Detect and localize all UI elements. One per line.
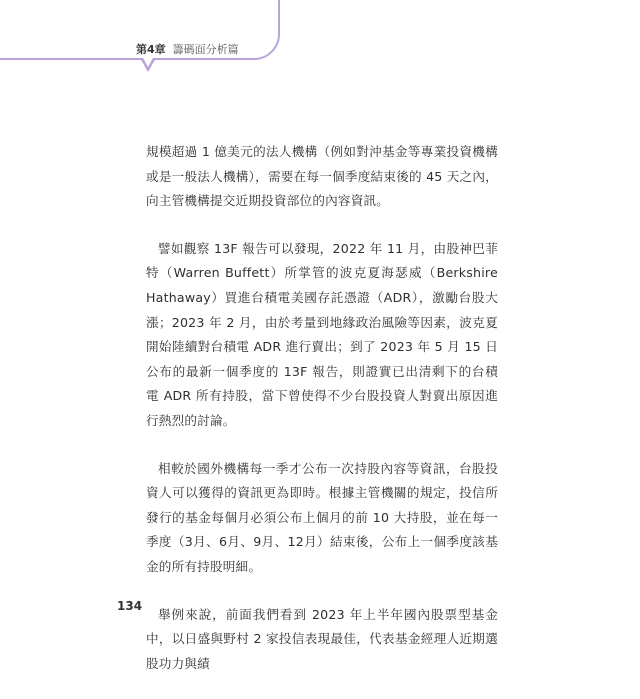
speech-bubble-tail [140,58,156,72]
chapter-header [136,41,239,57]
paragraph: 舉例來說，前面我們看到 2023 年上半年國內股票型基金中，以日盛與野村 2 家投信表現最佳，代表基金經理人近期選股功力與績 [146,606,498,671]
page-number: 134 [117,599,143,613]
paragraph: 規模超過 1 億美元的法人機構（例如對沖基金等專業投資機構或是一般法人機構），需要在每一個季度結束後的 45 天之內，向主管機構提交近期投資部位的內容資訊。 [146,144,498,209]
body-text [146,140,498,699]
section-title: 籌碼面分析篇 [172,43,239,56]
paragraph: 譬如觀察 13F 報告可以發現，2022 年 11 月，由股神巴菲特（Warren Buffett）所掌管的波克夏海瑟威（Berkshire Hathaway）買進台積電美國存託憑證（ADR），激勵台股大漲；2023 年 2 月，由於考量到地緣政治風險等因素，波克夏開始陸續對台積電 ADR 進行賣出；到了 2023 年 5 月 15 日公布的最新一個季度的 13F 報告，則證實已出清剩下的台積電 ADR 所有持股，當下曾使得不少台股投資人對賣出原因進行熱烈的討論。 [146,240,498,428]
chapter-label: 第4章 [136,43,166,56]
paragraph: 相較於國外機構每一季才公布一次持股內容等資訊，台股投資人可以獲得的資訊更為即時。根據主管機關的規定，投信所發行的基金每個月必須公布上個月的前 10 大持股，並在每一季度（3月、6月、9月、12月）結束後，公布上一個季度該基金的所有持股明細。 [146,460,498,574]
